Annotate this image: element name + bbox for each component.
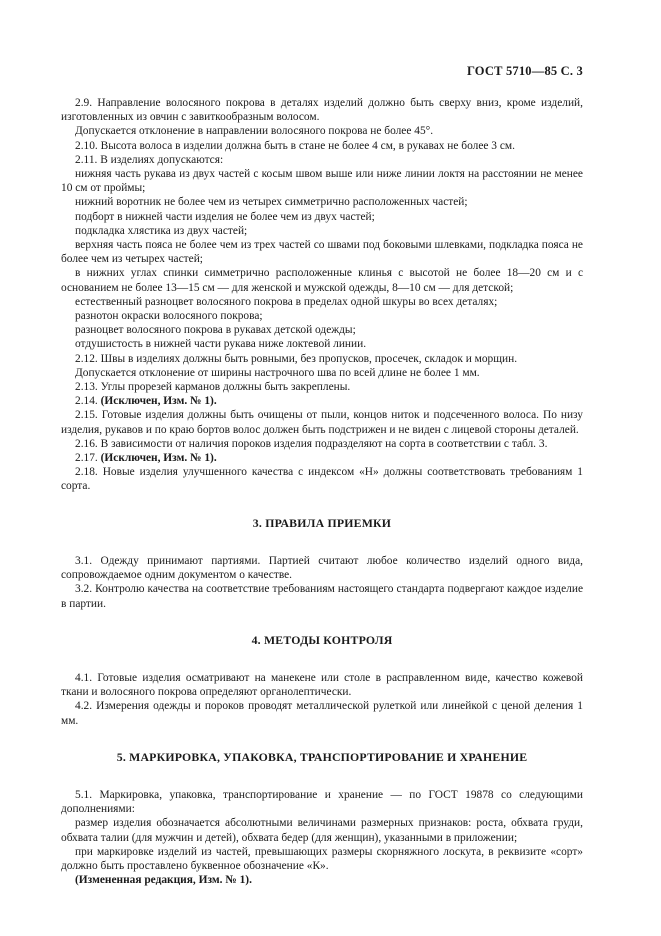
excluded-note: (Исключен, Изм. № 1). — [100, 395, 217, 408]
list-item: разноцвет волосяного покрова в рукавах детской одежды; — [75, 324, 356, 337]
list-item: в нижних углах спинки симметрично расположенные клинья с высотой не более 18—20 см и с основанием не более 13—15 см — для женской и мужской одежды, 8—10 см — для детской; — [61, 267, 583, 294]
section-heading-3: 3. ПРАВИЛА ПРИЕМКИ — [252, 515, 392, 530]
paragraph-2-16: 2.16. В зависимости от наличия пороков изделия подразделяют на сорта в соответствии с табл. 3. — [75, 437, 548, 450]
paragraph-2-10: 2.10. Высота волоса в изделии должна быть в стане не более 4 см, в рукавах не более 3 см. — [75, 139, 515, 152]
paragraph-2-14 — [61, 394, 583, 408]
section-heading-5: 5. МАРКИРОВКА, УПАКОВКА, ТРАНСПОРТИРОВАНИЕ И ХРАНЕНИЕ — [116, 749, 528, 764]
paragraph-4-2: 4.2. Измерения одежды и пороков проводят металлической рулеткой или линейкой с ценой деления 1 мм. — [61, 700, 583, 727]
document-body — [61, 96, 583, 887]
page-header: ГОСТ 5710—85 С. 3 — [466, 64, 583, 78]
paragraph-4-1: 4.1. Готовые изделия осматривают на манекене или столе в расправленном виде, качество кожевой ткани и волосяного покрова определяют органолептически. — [61, 671, 583, 699]
excluded-note: (Исключен, Изм. № 1). — [100, 452, 217, 465]
clause-number: 2.14. — [75, 395, 98, 408]
paragraph-2-11: 2.11. В изделиях допускаются: — [75, 153, 224, 166]
clause-number: 2.17. — [75, 452, 98, 465]
list-item: нижняя часть рукава из двух частей с косым швом выше или ниже линии локтя на расстоянии не менее 10 см от проймы; — [61, 168, 583, 195]
amendment-note: (Измененная редакция, Изм. № 1). — [75, 874, 252, 887]
paragraph-2-12: 2.12. Швы в изделиях должны быть ровными, без пропусков, просечек, складок и морщин. — [75, 352, 518, 365]
paragraph-3-1: 3.1. Одежду принимают партиями. Партией считают любое количество изделий одного вида, сопровождаемое одним документом о качестве. — [61, 554, 583, 582]
paragraph-5-1: 5.1. Маркировка, упаковка, транспортирование и хранение — по ГОСТ 19878 со следующими дополнениями: — [61, 788, 583, 816]
list-item: разнотон окраски волосяного покрова; — [75, 310, 263, 323]
paragraph-3-2: 3.2. Контролю качества на соответствие требованиям настоящего стандарта подвергают каждое изделие в партии. — [61, 583, 583, 610]
list-item: верхняя часть пояса не более чем из трех частей со швами под боковыми шлевками, подкладка пояса не более чем из четырех частей; — [61, 239, 583, 266]
list-item: нижний воротник не более чем из четырех симметрично расположенных частей; — [75, 196, 468, 209]
paragraph-2-17 — [61, 451, 583, 465]
list-item: подборт в нижней части изделия не более чем из двух частей; — [75, 210, 375, 223]
list-item: подкладка хлястика из двух частей; — [75, 224, 248, 237]
list-item: размер изделия обозначается абсолютными величинами размерных признаков: роста, обхвата груди, обхвата талии (для мужчин и детей), обхвата бедер (для женщин), указанными в приложении; — [61, 817, 583, 844]
list-item: естественный разноцвет волосяного покрова в пределах одной шкуры во всех деталях; — [75, 295, 498, 308]
paragraph: Допускается отклонение от ширины настрочного шва по всей длине не более 1 мм. — [75, 366, 480, 379]
section-heading-4: 4. МЕТОДЫ КОНТРОЛЯ — [251, 632, 393, 647]
paragraph-2-15: 2.15. Готовые изделия должны быть очищены от пыли, концов ниток и подсеченного волоса. По низу изделия, рукавов и по краю бортов волос должен быть подстрижен и не виден с лицевой стороны деталей. — [61, 409, 583, 436]
list-item: отдушистость в нижней части рукава ниже локтевой линии. — [75, 338, 367, 351]
paragraph: Допускается отклонение в направлении волосяного покрова не более 45°. — [75, 125, 434, 138]
paragraph-2-18: 2.18. Новые изделия улучшенного качества с индексом «Н» должны соответствовать требованиям 1 сорта. — [61, 466, 583, 493]
paragraph-2-13: 2.13. Углы прорезей карманов должны быть закреплены. — [75, 381, 351, 394]
list-item: при маркировке изделий из частей, превышающих размеры скорняжного лоскута, в реквизите «сорт» должно быть проставлено буквенное обозначение «К». — [61, 845, 583, 872]
paragraph-2-9: 2.9. Направление волосяного покрова в деталях изделий должно быть сверху вниз, кроме изделий, изготовленных из овчин с завиткообразным волосом. — [61, 97, 583, 124]
